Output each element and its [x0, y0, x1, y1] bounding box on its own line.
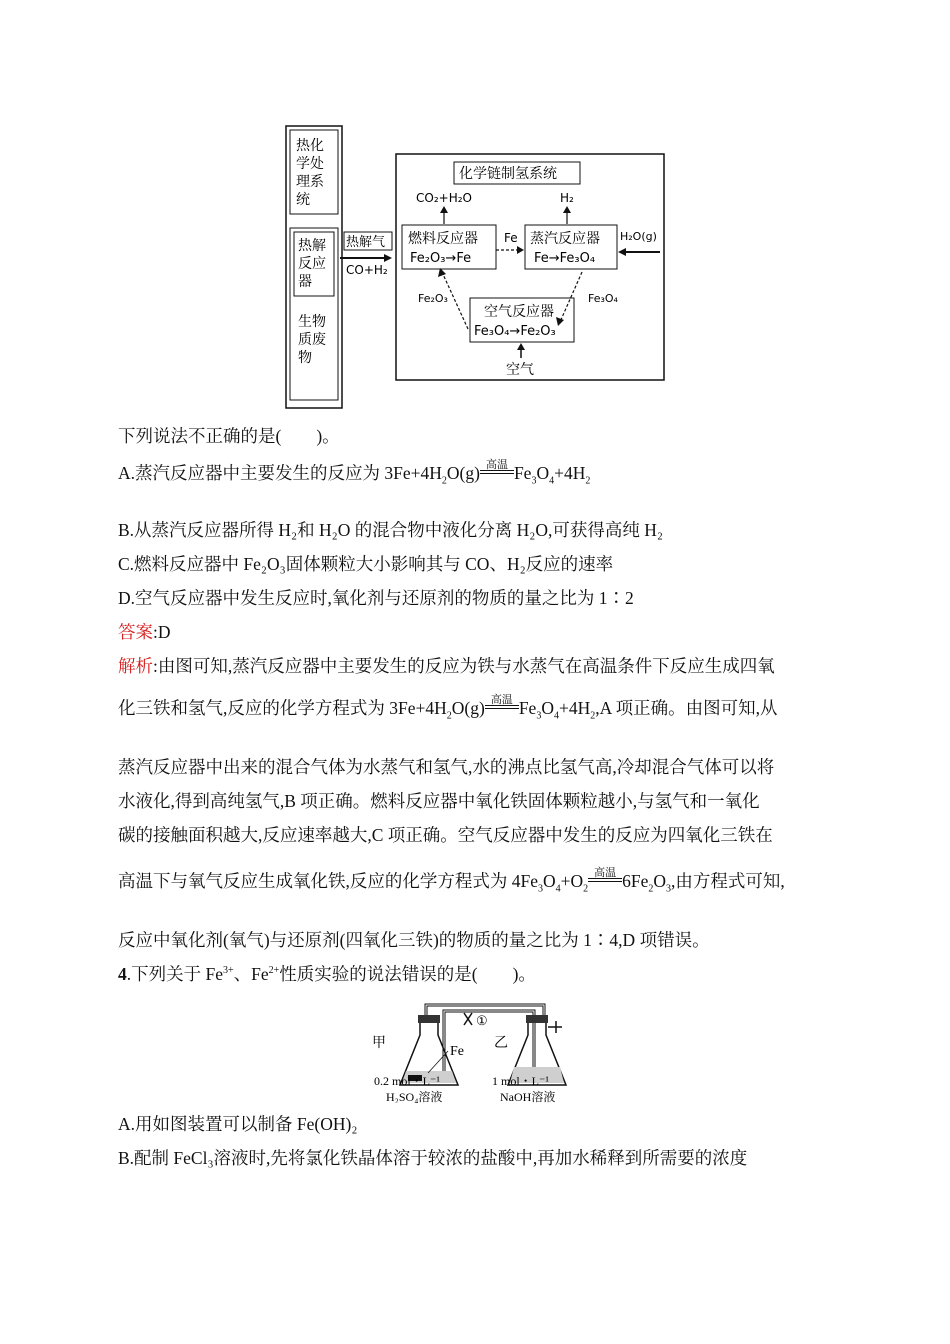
q4-option-b: B.配制 FeCl₃溶液时,先将氯化铁晶体溶于较浓的盐酸中,再加水稀释到所需要的浓度 [118, 1148, 748, 1168]
q3-option-c: C.燃料反应器中 Fe₂O₃固体颗粒大小影响其与 CO、H₂反应的速率 [118, 554, 614, 574]
q3-option-b: B.从蒸汽反应器所得 H₂和 H₂O 的混合物中液化分离 H₂O,可获得高纯 H₂ [118, 520, 664, 540]
reaction-condition-arrow: 高温 [480, 467, 514, 479]
fe-label: Fe [450, 1044, 464, 1059]
q4-stem: 4.下列关于 $Fe^{3+}$、$Fe^{2+}$性质实验的说法错误的是( )。 [118, 964, 536, 984]
co2-h2o-label: CO₂+H₂O [416, 191, 472, 205]
air-label: 空气 [506, 362, 534, 378]
fuel-reactor-reaction: Fe₂O₃→Fe [410, 251, 472, 266]
q3-analysis-line-7: 反应中氧化剂(氧气)与还原剂(四氧化三铁)的物质的量之比为 1∶4,D 项错误。 [118, 930, 710, 950]
biomass-label-3: 物 [298, 350, 312, 366]
thermochemical-system-title-1: 热化 [296, 138, 324, 154]
analysis-label: 解析 [118, 656, 153, 676]
fe3o4-flow-label: Fe₃O₄ [588, 292, 618, 305]
flask-yi-label: 乙 [494, 1036, 508, 1051]
system-title: 化学链制氢系统 [459, 166, 557, 182]
air-reactor-reaction: Fe₃O₄→Fe₂O₃ [474, 324, 556, 339]
q3-option-d: D.空气反应器中发生反应时,氧化剂与还原剂的物质的量之比为 1∶2 [118, 588, 634, 608]
fe-flow-label: Fe [504, 231, 518, 245]
pyrolysis-reactor-label-3: 器 [298, 274, 312, 290]
answer-label: 答案 [118, 622, 153, 642]
steam-reactor-label: 蒸汽反应器 [530, 231, 600, 247]
right-solution-name: NaOH溶液 [500, 1090, 556, 1103]
q3-answer: 答案:D [118, 622, 171, 642]
pyrolysis-gas-composition: CO+H₂ [346, 263, 388, 277]
q3-analysis-line-6: 高温下与氧气反应生成氧化铁,反应的化学方程式为 $4Fe_3O_4+O_2$ 高温 $6Fe_2O_3$,由方程式可知, [118, 867, 785, 895]
clamp-icon [464, 1013, 472, 1025]
left-solution-name: H₂SO₄溶液 [386, 1090, 443, 1103]
q4-option-a: A.用如图装置可以制备 Fe(OH)₂ [118, 1114, 358, 1134]
flask-jia-label: 甲 [372, 1036, 386, 1051]
pyrolysis-reactor-label-2: 反应 [298, 256, 326, 272]
fuel-reactor-label: 燃料反应器 [408, 231, 478, 247]
pyrolysis-gas-label: 热解气 [346, 235, 386, 250]
biomass-label-2: 质废 [298, 332, 326, 348]
thermochemical-system-title-3: 理系 [296, 174, 324, 190]
right-solution-concentration: 1 mol・L⁻¹ [492, 1074, 549, 1088]
reaction-condition-arrow: 高温 [485, 702, 519, 714]
air-reactor-label: 空气反应器 [484, 304, 554, 320]
thermochemical-system-title-2: 学处 [296, 156, 324, 172]
fe-oh2-apparatus-figure [368, 985, 588, 1103]
h2-label: H₂ [560, 191, 574, 205]
steam-reactor-reaction: Fe→Fe₃O₄ [534, 251, 596, 266]
fe2o3-flow-label: Fe₂O₃ [418, 292, 448, 305]
left-solution-concentration: 0.2 mol・L⁻¹ [374, 1074, 440, 1088]
q4-number: 4 [118, 964, 127, 984]
q3-analysis-line-3: 蒸汽反应器中出来的混合气体为水蒸气和氢气,水的沸点比氢气高,冷却混合气体可以将 [118, 757, 775, 777]
q3-stem: 下列说法不正确的是( )。 [118, 426, 340, 446]
clamp-label: ① [476, 1013, 488, 1028]
pyrolysis-reactor-label-1: 热解 [298, 238, 326, 254]
q3-analysis-line-2: 化三铁和氢气,反应的化学方程式为 $3Fe+4H_2O(g)$ 高温 $Fe_3O_4+4H_2,A$ 项正确。由图可知,从 [118, 694, 778, 722]
q3-analysis-line-5: 碳的接触面积越大,反应速率越大,C 项正确。空气反应器中发生的反应为四氧化三铁在 [118, 825, 773, 845]
q3-analysis-line-4: 水液化,得到高纯氢气,B 项正确。燃料反应器中氧化铁固体颗粒越小,与氢气和一氧化 [118, 791, 760, 811]
valve-icon [548, 1021, 562, 1033]
reaction-condition-arrow: 高温 [588, 875, 622, 887]
q3-analysis-line-1: 解析:由图可知,蒸汽反应器中主要发生的反应为铁与水蒸气在高温条件下反应生成四氧 [118, 656, 775, 676]
hydrogen-system-diagram [282, 122, 672, 412]
biomass-label-1: 生物 [298, 314, 326, 330]
q3-option-a: A.蒸汽反应器中主要发生的反应为 $3Fe+4H_2O(g)$ 高温 $Fe_3O_4+4H_2$ [118, 459, 591, 487]
h2o-gas-label: H₂O(g) [620, 230, 657, 243]
chemical-looping-system-box [396, 154, 664, 380]
thermochemical-system-title-4: 统 [296, 192, 310, 208]
